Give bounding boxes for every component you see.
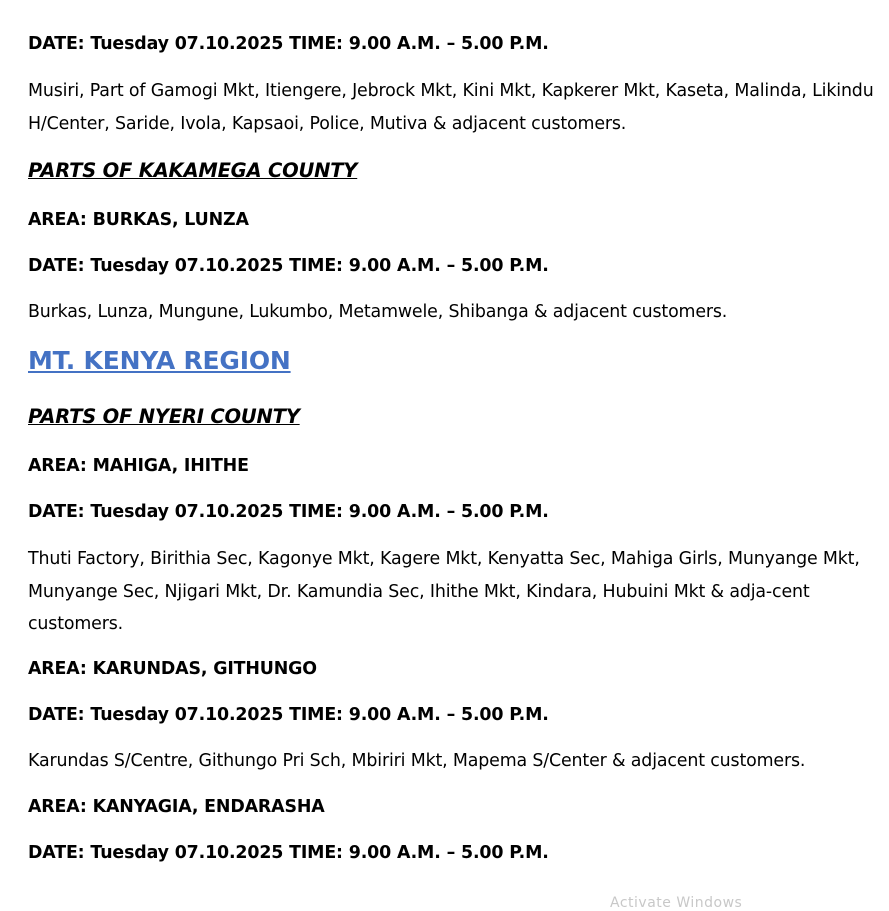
date-time-line: DATE: Tuesday 07.10.2025 TIME: 9.00 A.M. – 5.00 P.M. <box>28 256 549 276</box>
county-heading-kakamega: PARTS OF KAKAMEGA COUNTY <box>28 159 358 182</box>
date-time-line: DATE: Tuesday 07.10.2025 TIME: 9.00 A.M. – 5.00 P.M. <box>28 502 549 522</box>
affected-areas-paragraph: Karundas S/Centre, Githungo Pri Sch, Mbiriri Mkt, Mapema S/Center & adjacent customers. <box>28 751 806 771</box>
date-time-line: DATE: Tuesday 07.10.2025 TIME: 9.00 A.M. – 5.00 P.M. <box>28 34 549 54</box>
area-line-kanyagia-endarasha: AREA: KANYAGIA, ENDARASHA <box>28 797 325 817</box>
area-line-karundas-githungo: AREA: KARUNDAS, GITHUNGO <box>28 659 317 679</box>
area-line-mahiga-ihithe: AREA: MAHIGA, IHITHE <box>28 456 249 476</box>
area-line-burkas-lunza: AREA: BURKAS, LUNZA <box>28 210 249 230</box>
region-heading-mt-kenya[interactable]: MT. KENYA REGION <box>28 346 291 375</box>
affected-areas-paragraph: Burkas, Lunza, Mungune, Lukumbo, Metamwele, Shibanga & adjacent customers. <box>28 302 728 322</box>
affected-areas-paragraph: Thuti Factory, Birithia Sec, Kagonye Mkt, Kagere Mkt, Kenyatta Sec, Mahiga Girls, Munyange Mkt, Munyange Sec, Njigari Mkt, Dr. Kamundia Sec, Ihithe Mkt, Kindara, Hubuini Mkt & adja-cent customers. <box>28 549 860 634</box>
date-time-line: DATE: Tuesday 07.10.2025 TIME: 9.00 A.M. – 5.00 P.M. <box>28 843 549 863</box>
affected-areas-paragraph: Musiri, Part of Gamogi Mkt, Itiengere, Jebrock Mkt, Kini Mkt, Kapkerer Mkt, Kaseta, Malinda, Likindu H/Center, Saride, Ivola, Kapsaoi, Police, Mutiva & adjacent customers. <box>28 81 874 134</box>
date-time-line: DATE: Tuesday 07.10.2025 TIME: 9.00 A.M. – 5.00 P.M. <box>28 705 549 725</box>
watermark-text: Activate Windows <box>610 895 743 911</box>
county-heading-nyeri: PARTS OF NYERI COUNTY <box>28 405 300 428</box>
